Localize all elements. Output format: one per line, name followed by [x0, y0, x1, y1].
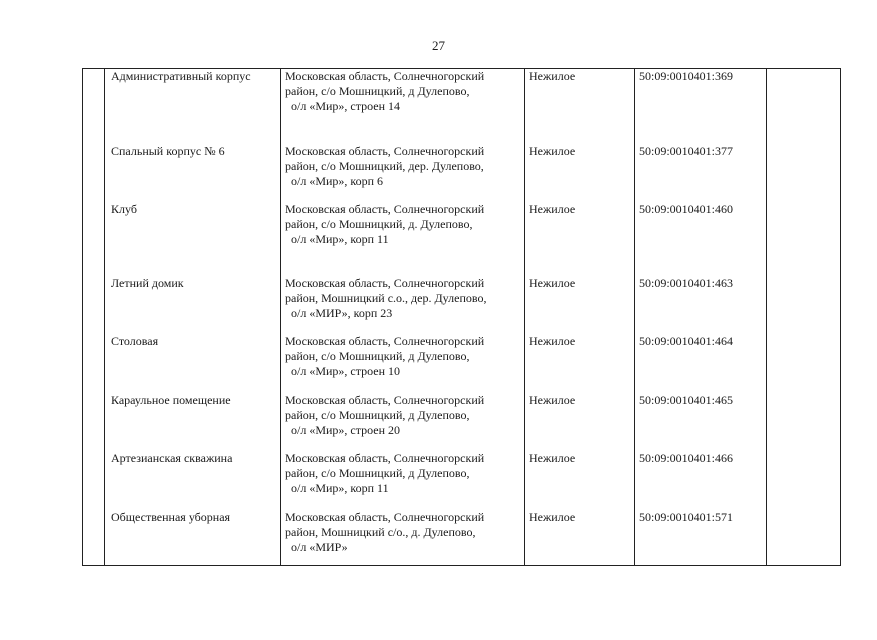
object-name-cell: [105, 393, 281, 451]
address-line: Московская область, Солнечногорский: [285, 450, 485, 465]
table-row: [83, 202, 841, 276]
row-number-cell: [83, 510, 105, 566]
row-number-cell: [83, 69, 105, 144]
address-line: район, Мошницкий с/о., д. Дулепово,: [285, 524, 476, 539]
row-number-cell: [83, 393, 105, 451]
cadastral-number: 50:09:0010401:465: [639, 392, 734, 407]
address-line: о/л «Мир», корп 6: [291, 173, 384, 188]
cadastral-number-cell: [635, 202, 767, 276]
notes-cell: [767, 69, 841, 144]
notes-cell: [767, 451, 841, 510]
address-line: Московская область, Солнечногорский: [285, 69, 485, 83]
notes-cell: [767, 202, 841, 276]
object-type-cell: [525, 393, 635, 451]
object-name-cell: [105, 202, 281, 276]
address-line: Московская область, Солнечногорский: [285, 143, 485, 158]
object-type-cell: [525, 451, 635, 510]
object-name-cell: [105, 276, 281, 334]
cadastral-number: 50:09:0010401:571: [639, 509, 734, 524]
address-line: о/л «МИР»: [291, 539, 348, 554]
object-type: Нежилое: [529, 392, 576, 407]
cadastral-number: 50:09:0010401:464: [639, 333, 734, 348]
table-row: [83, 451, 841, 510]
notes-cell: [767, 334, 841, 393]
table-row: [83, 510, 841, 566]
table-row: [83, 334, 841, 393]
object-name: Клуб: [111, 201, 137, 216]
object-name-cell: [105, 451, 281, 510]
address-line: Московская область, Солнечногорский: [285, 333, 485, 348]
object-type-cell: [525, 510, 635, 566]
cadastral-number-cell: [635, 510, 767, 566]
address-line: район, с/о Мошницкий, д Дулепово,: [285, 465, 470, 480]
object-name: Столовая: [111, 333, 159, 348]
notes-cell: [767, 393, 841, 451]
address-line: Московская область, Солнечногорский: [285, 201, 485, 216]
address-line: Московская область, Солнечногорский: [285, 392, 485, 407]
address-line: Московская область, Солнечногорский: [285, 275, 485, 290]
row-number-cell: [83, 451, 105, 510]
property-table: [82, 68, 841, 566]
object-type: Нежилое: [529, 450, 576, 465]
address-cell: [281, 451, 525, 510]
address-line: о/л «Мир», строен 20: [291, 422, 401, 437]
table-row: [83, 69, 841, 144]
object-type: Нежилое: [529, 509, 576, 524]
object-name-cell: [105, 69, 281, 144]
address-cell: [281, 144, 525, 202]
object-name: Артезианская скважина: [111, 450, 233, 465]
address-line: о/л «Мир», строен 14: [291, 99, 401, 113]
cadastral-number-cell: [635, 393, 767, 451]
address-line: район, с/о Мошницкий, дер. Дулепово,: [285, 158, 484, 173]
address-line: Московская область, Солнечногорский: [285, 509, 485, 524]
object-name: Караульное помещение: [111, 392, 231, 407]
address-line: район, с/о Мошницкий, д Дулепово,: [285, 348, 470, 363]
notes-cell: [767, 144, 841, 202]
cadastral-number: 50:09:0010401:463: [639, 275, 734, 290]
table-row: [83, 144, 841, 202]
address-cell: [281, 69, 525, 144]
cadastral-number-cell: [635, 144, 767, 202]
row-number-cell: [83, 276, 105, 334]
address-line: о/л «Мир», строен 10: [291, 363, 401, 378]
address-cell: [281, 202, 525, 276]
object-name-cell: [105, 334, 281, 393]
object-type-cell: [525, 144, 635, 202]
cadastral-number: 50:09:0010401:369: [639, 69, 734, 83]
row-number-cell: [83, 202, 105, 276]
table-row: [83, 276, 841, 334]
cadastral-number-cell: [635, 451, 767, 510]
object-name: Общественная уборная: [111, 509, 231, 524]
object-type-cell: [525, 69, 635, 144]
object-type: Нежилое: [529, 201, 576, 216]
object-type: Нежилое: [529, 143, 576, 158]
object-type-cell: [525, 334, 635, 393]
address-line: район, с/о Мошницкий, д Дулепово,: [285, 84, 470, 98]
object-name: Летний домик: [111, 275, 184, 290]
address-line: о/л «Мир», корп 11: [291, 231, 389, 246]
object-name: Спальный корпус № 6: [111, 143, 225, 158]
table-row: [83, 393, 841, 451]
cadastral-number: 50:09:0010401:460: [639, 201, 734, 216]
address-line: район, с/о Мошницкий, д Дулепово,: [285, 407, 470, 422]
address-line: о/л «Мир», корп 11: [291, 480, 389, 495]
object-type: Нежилое: [529, 275, 576, 290]
cadastral-number: 50:09:0010401:466: [639, 450, 734, 465]
cadastral-number: 50:09:0010401:377: [639, 143, 734, 158]
object-name-cell: [105, 144, 281, 202]
address-cell: [281, 276, 525, 334]
row-number-cell: [83, 334, 105, 393]
address-line: район, Мошницкий с.о., дер. Дулепово,: [285, 290, 487, 305]
object-type-cell: [525, 202, 635, 276]
notes-cell: [767, 276, 841, 334]
address-cell: [281, 510, 525, 566]
object-type: Нежилое: [529, 69, 576, 83]
notes-cell: [767, 510, 841, 566]
object-name-cell: [105, 510, 281, 566]
object-type-cell: [525, 276, 635, 334]
cadastral-number-cell: [635, 69, 767, 144]
address-cell: [281, 393, 525, 451]
address-cell: [281, 334, 525, 393]
row-number-cell: [83, 144, 105, 202]
address-line: район, с/о Мошницкий, д. Дулепово,: [285, 216, 473, 231]
cadastral-number-cell: [635, 276, 767, 334]
object-type: Нежилое: [529, 333, 576, 348]
page-number: 27: [432, 38, 445, 53]
cadastral-number-cell: [635, 334, 767, 393]
address-line: о/л «МИР», корп 23: [291, 305, 393, 320]
object-name: Административный корпус: [111, 69, 251, 83]
